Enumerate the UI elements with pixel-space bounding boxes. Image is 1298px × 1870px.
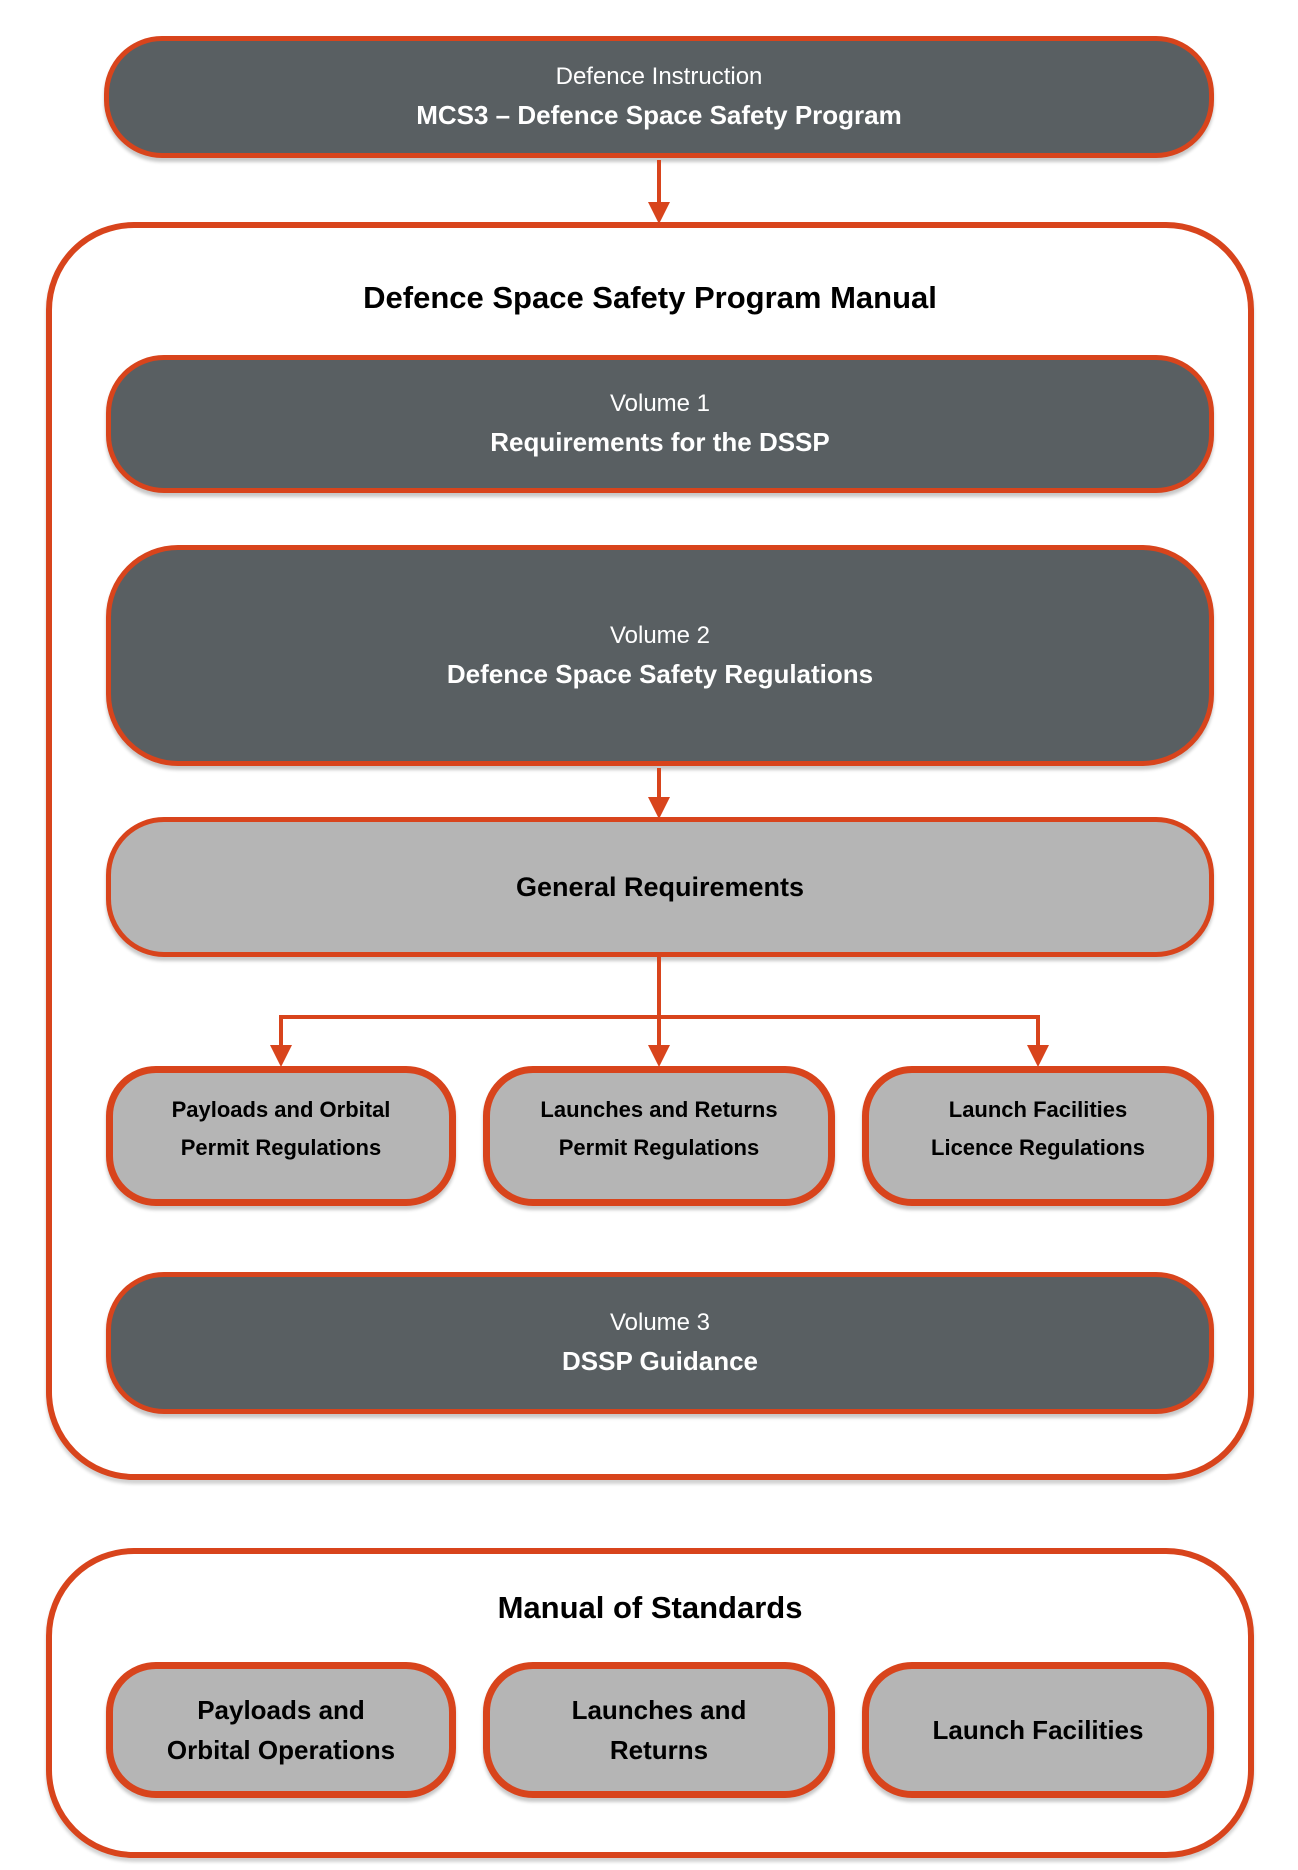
- volume3-box: [106, 1272, 1214, 1414]
- regulation-box-line: Payloads and Orbital: [171, 1097, 391, 1122]
- volume1-label: Volume 1: [609, 390, 711, 417]
- arrow-to-launches-regulations-head: [648, 1045, 670, 1067]
- volume1-box: [106, 355, 1214, 493]
- general-requirements-label: General Requirements: [515, 871, 805, 902]
- payloads-orbital-permit-regulations-box: [106, 1066, 456, 1206]
- manual-of-standards-title: Manual of Standards: [497, 1590, 803, 1625]
- arrow-instruction-to-manual-head: [648, 202, 670, 224]
- regulation-box-line: Permit Regulations: [180, 1135, 382, 1160]
- regulation-box-line: Licence Regulations: [931, 1135, 1145, 1160]
- volume3-label: Volume 3: [609, 1309, 711, 1336]
- connector-horizontal-line: [279, 1015, 1040, 1019]
- volume2-box: [106, 545, 1214, 766]
- launches-returns-standard-box: [483, 1662, 835, 1798]
- standards-box-line: Launches and: [571, 1695, 747, 1725]
- arrow-to-facilities-regulations-head: [1027, 1045, 1049, 1067]
- launches-returns-permit-regulations-box: [483, 1066, 835, 1206]
- standards-box-line: Payloads and: [197, 1695, 365, 1725]
- dssp-manual-title: Defence Space Safety Program Manual: [363, 280, 937, 315]
- connector-left-stem: [279, 1015, 283, 1045]
- volume3-title: DSSP Guidance: [561, 1346, 759, 1376]
- arrow-to-payloads-regulations-head: [270, 1045, 292, 1067]
- connector-center-stem: [657, 957, 661, 1045]
- standards-box-line: Orbital Operations: [166, 1735, 396, 1765]
- launch-facilities-licence-regulations-box: [862, 1066, 1214, 1206]
- arrow-instruction-to-manual-stem: [657, 160, 661, 202]
- standards-box-line: Launch Facilities: [932, 1715, 1144, 1745]
- dssp-manual-container: [46, 222, 1254, 1480]
- volume2-title: Defence Space Safety Regulations: [446, 658, 874, 689]
- general-requirements-box: [106, 817, 1214, 957]
- launch-facilities-standard-box: [862, 1662, 1214, 1798]
- mcs3-title: MCS3 – Defence Space Safety Program: [416, 100, 902, 130]
- arrow-volume2-to-general-stem: [657, 768, 661, 798]
- arrow-volume2-to-general-head: [648, 797, 670, 819]
- defence-instruction-box: [104, 36, 1214, 158]
- volume2-label: Volume 2: [609, 621, 711, 649]
- connector-right-stem: [1036, 1015, 1040, 1045]
- regulation-box-line: Launch Facilities: [948, 1097, 1128, 1122]
- regulation-box-line: Launches and Returns: [540, 1097, 778, 1122]
- standards-box-line: Returns: [609, 1735, 709, 1765]
- payloads-orbital-operations-standard-box: [106, 1662, 456, 1798]
- defence-instruction-label: Defence Instruction: [555, 63, 763, 90]
- regulation-box-line: Permit Regulations: [558, 1135, 760, 1160]
- volume1-title: Requirements for the DSSP: [490, 427, 830, 457]
- manual-of-standards-container: [46, 1548, 1254, 1858]
